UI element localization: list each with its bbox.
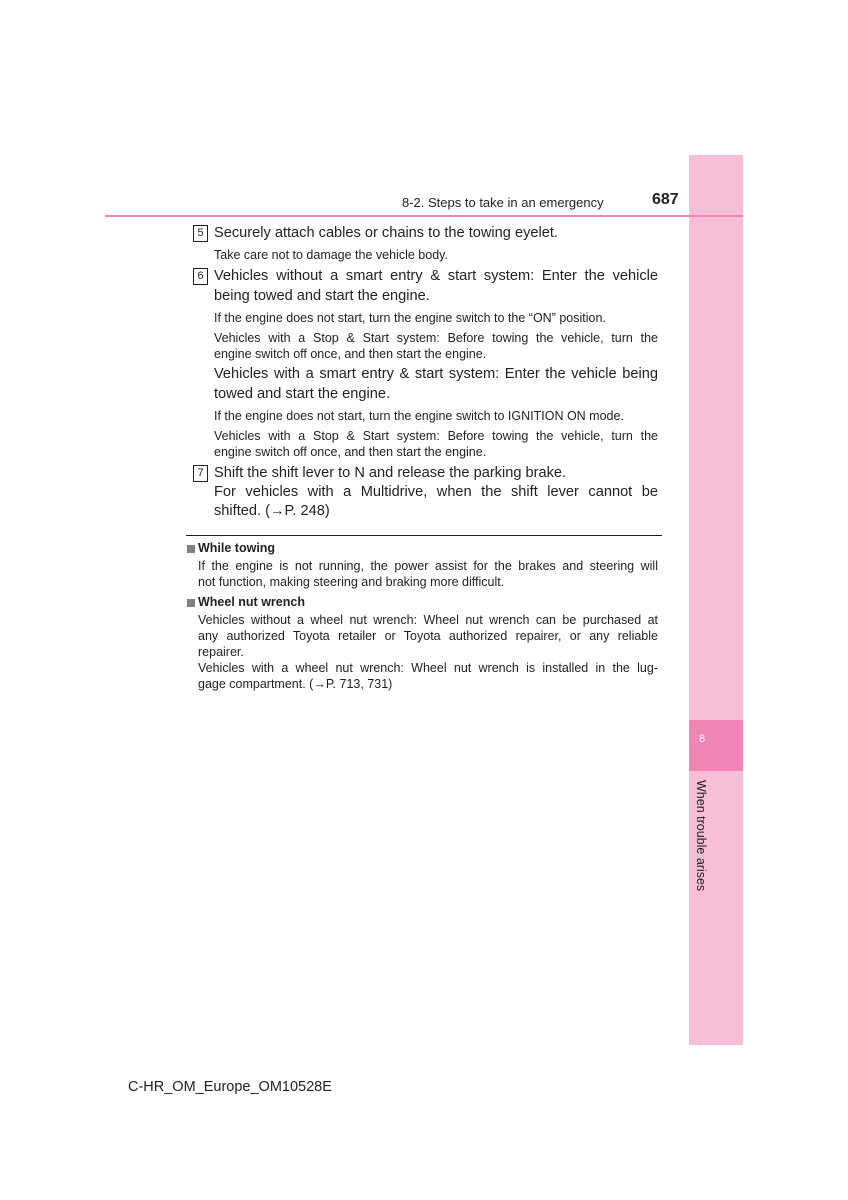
step-7-text: Shift the shift lever to N and release the parking brake. <box>214 465 567 481</box>
step-6-note3: If the engine does not start, turn the engine switch to IGNITION ON mode. <box>214 409 624 423</box>
bullet-square-icon <box>187 545 195 553</box>
step-6-text2-line1: Vehicles with a smart entry & start system: Enter the vehicle being <box>214 366 658 382</box>
step-6-number: 6 <box>193 268 208 285</box>
section-title: 8-2. Steps to take in an emergency <box>402 195 604 210</box>
note-towing-line2: not function, making steering and braking more difficult. <box>198 575 505 589</box>
chapter-title: When trouble arises <box>694 780 708 892</box>
section-divider <box>186 535 662 536</box>
page-number: 687 <box>652 191 679 208</box>
step-5-note: Take care not to damage the vehicle body. <box>214 248 448 262</box>
header-rule <box>105 215 743 217</box>
step-5-number: 5 <box>193 225 208 242</box>
step-6-note2-line1: Vehicles with a Stop & Start system: Before towing the vehicle, turn the <box>214 331 658 345</box>
chapter-side-tab <box>689 155 743 1045</box>
note-wrench-line5: gage compartment. (→P. 713, 731) <box>198 677 393 691</box>
note-heading-wrench: Wheel nut wrench <box>198 595 305 609</box>
step-6-note1: If the engine does not start, turn the engine switch to the “ON” position. <box>214 311 606 325</box>
note-wrench-line2: any authorized Toyota retailer or Toyota authorized repairer, or any reliable <box>198 629 658 643</box>
step-6-note2-line2: engine switch off once, and then start the engine. <box>214 347 487 361</box>
note-wrench-line1: Vehicles without a wheel nut wrench: Wheel nut wrench can be purchased at <box>198 613 658 627</box>
document-code: C-HR_OM_Europe_OM10528E <box>128 1079 332 1095</box>
step-7-sub-line1: For vehicles with a Multidrive, when the shift lever cannot be <box>214 484 658 500</box>
note-heading-towing: While towing <box>198 541 276 555</box>
chapter-number: 8 <box>698 733 706 745</box>
note-wrench-line4: Vehicles with a wheel nut wrench: Wheel nut wrench is installed in the lug- <box>198 661 658 675</box>
step-6-note4-line1: Vehicles with a Stop & Start system: Before towing the vehicle, turn the <box>214 429 658 443</box>
bullet-square-icon <box>187 599 195 607</box>
step-6-text2-line2: towed and start the engine. <box>214 386 391 402</box>
note-wrench-line3: repairer. <box>198 645 244 659</box>
step-6-text-line1: Vehicles without a smart entry & start system: Enter the vehicle <box>214 268 658 284</box>
step-6-note4-line2: engine switch off once, and then start the engine. <box>214 445 487 459</box>
step-7-number: 7 <box>193 465 208 482</box>
step-5-text: Securely attach cables or chains to the towing eyelet. <box>214 225 558 241</box>
step-7-sub-line2: shifted. (→P. 248) <box>214 503 330 519</box>
step-6-text-line2: being towed and start the engine. <box>214 288 430 304</box>
note-towing-line1: If the engine is not running, the power assist for the brakes and steering will <box>198 559 658 573</box>
chapter-tab-marker <box>689 720 743 771</box>
